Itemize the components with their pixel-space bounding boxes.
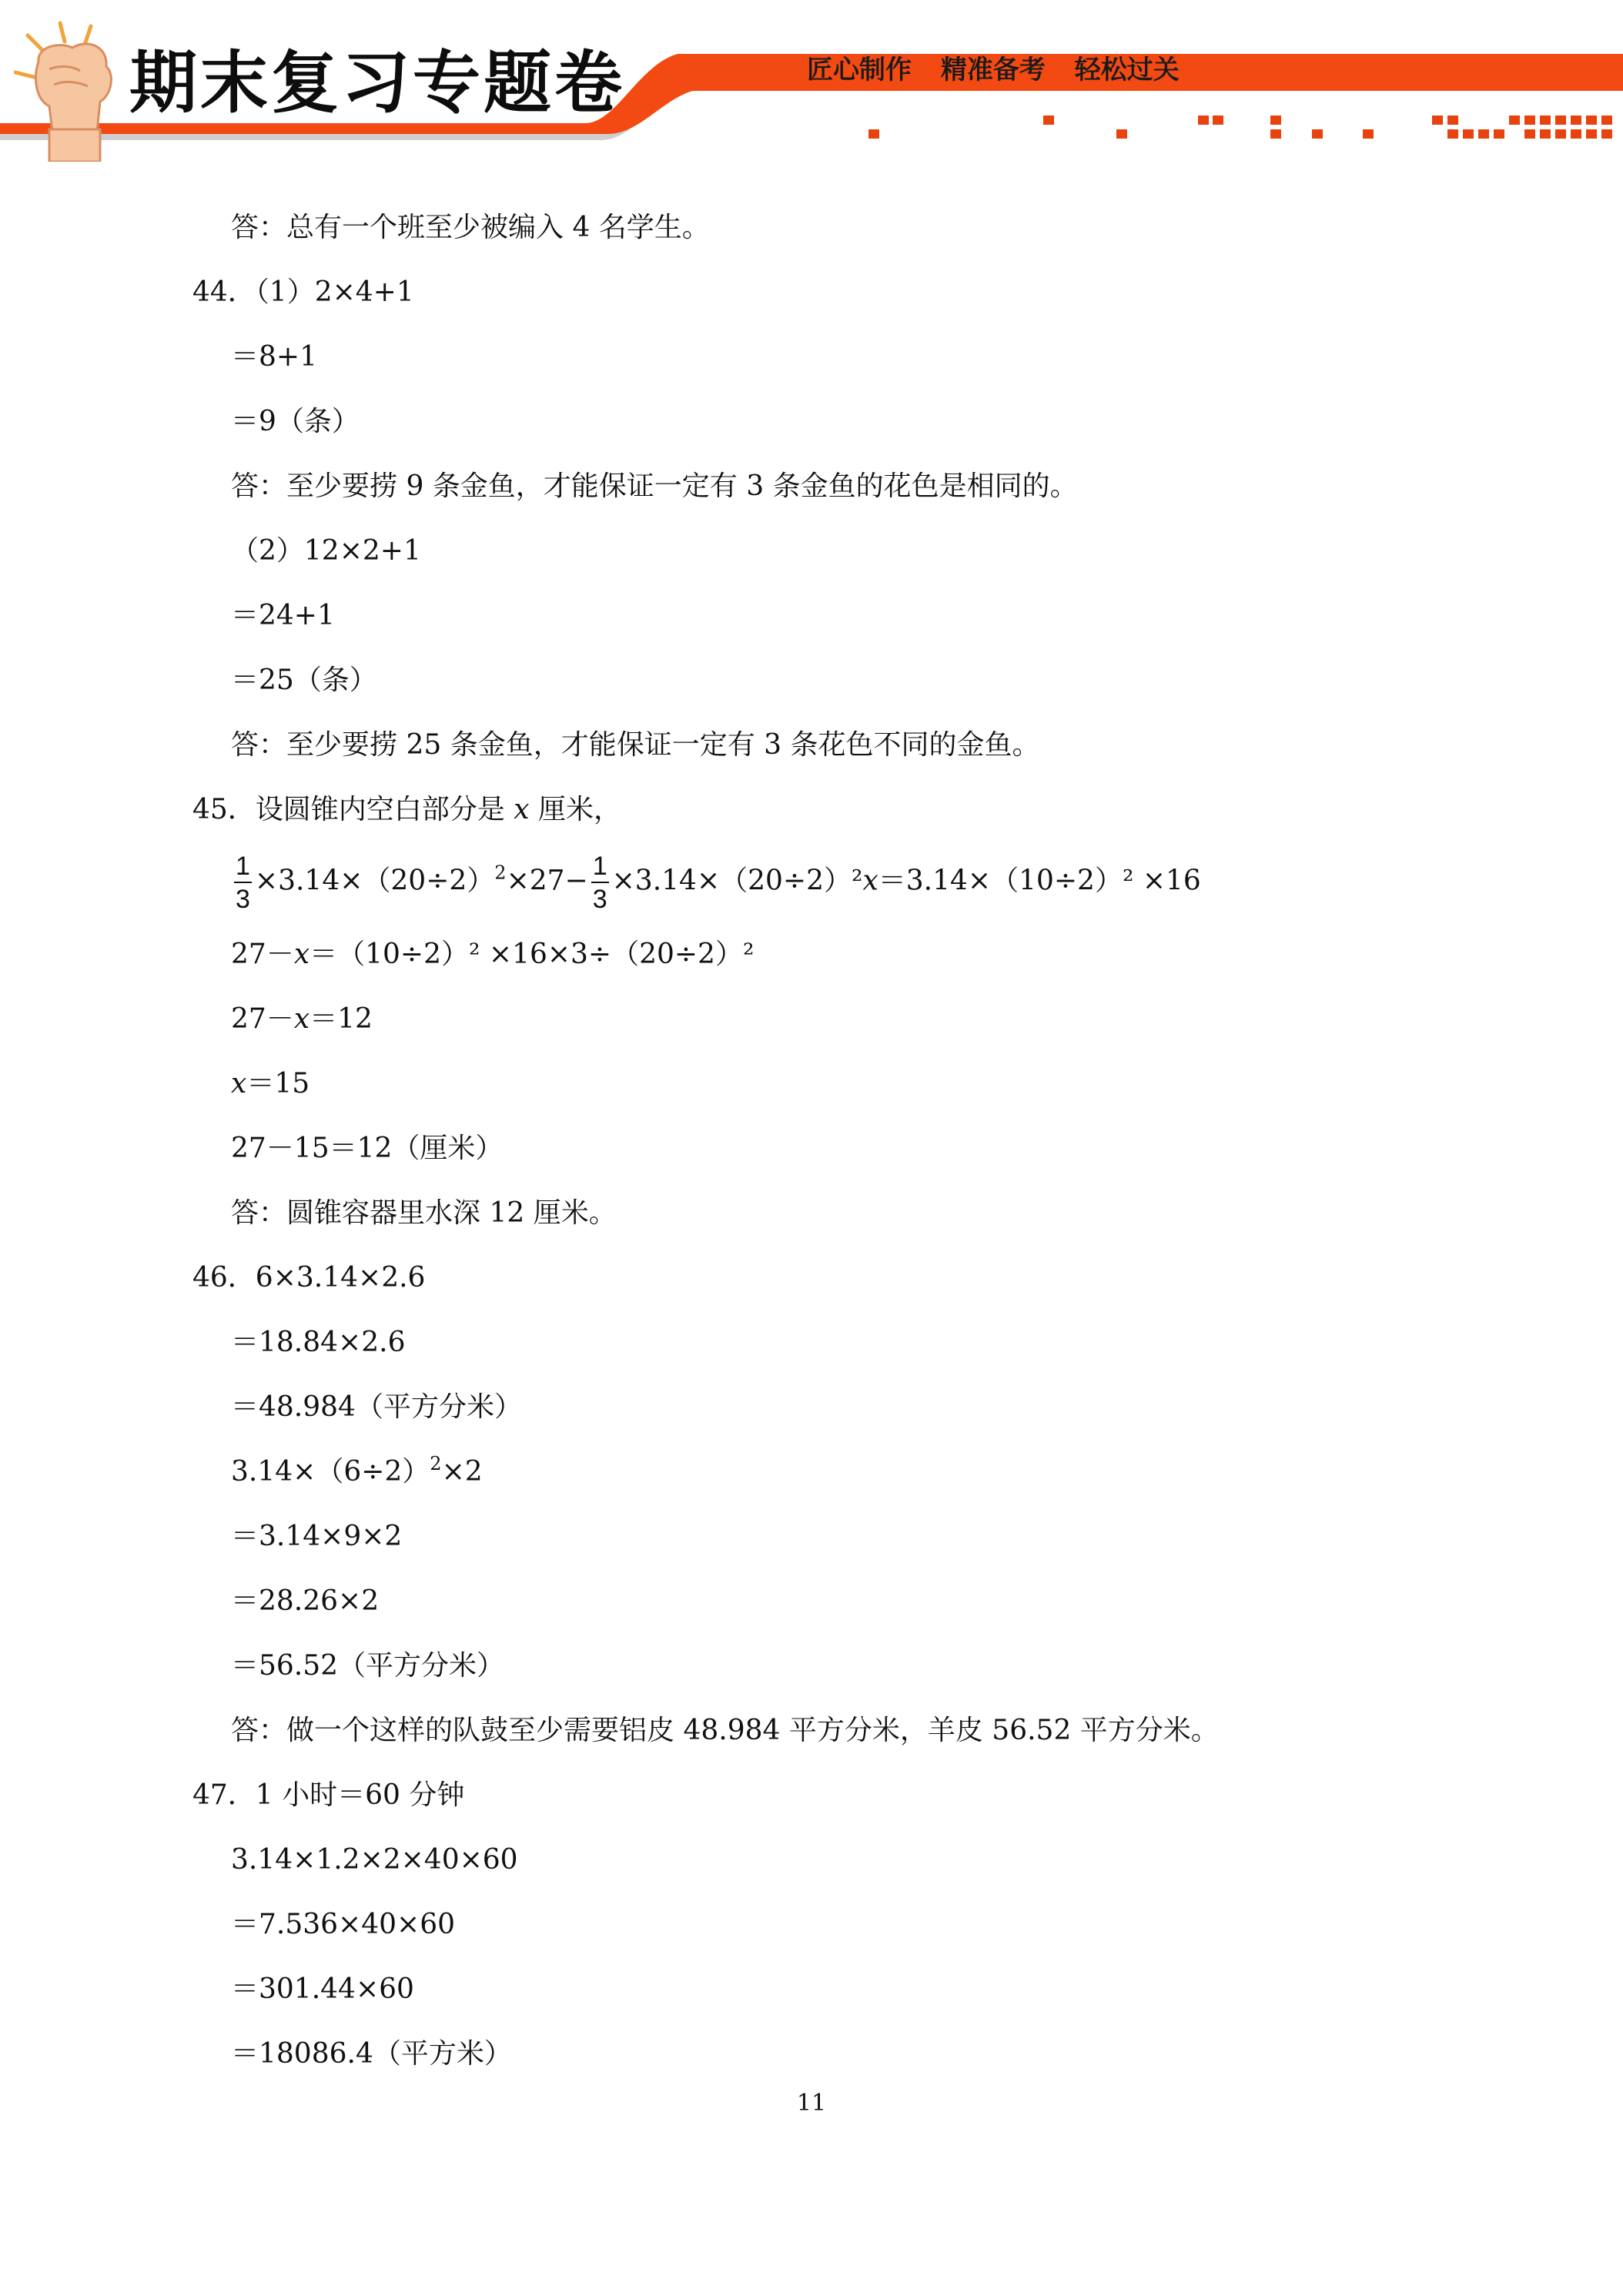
problem-45-heading: 45．设圆锥内空白部分是 x 厘米， bbox=[192, 794, 622, 825]
sub-problem-heading: （2）12×2+1 bbox=[231, 535, 421, 567]
calc-step: ＝28.26×2 bbox=[231, 1585, 380, 1617]
calc-step: x＝15 bbox=[231, 1068, 310, 1099]
calc-step: ＝9（条） bbox=[231, 406, 360, 437]
problem-46-heading: 46．6×3.14×2.6 bbox=[192, 1262, 426, 1294]
calc-step: ＝18086.4（平方米） bbox=[231, 2038, 512, 2070]
fraction-one-third: $\frac{1}{3}$ bbox=[236, 852, 250, 914]
answer-text: 答：圆锥容器里水深 12 厘米。 bbox=[231, 1197, 617, 1229]
answer-text: 答：至少要捞 9 条金鱼，才能保证一定有 3 条金鱼的花色是相同的。 bbox=[231, 470, 1078, 502]
calc-step: 3.14×1.2×2×40×60 bbox=[231, 1844, 518, 1876]
calc-step: 27－x＝12 bbox=[231, 1003, 373, 1035]
calc-step: ＝18.84×2.6 bbox=[231, 1327, 406, 1358]
calc-step: ＝301.44×60 bbox=[231, 1973, 414, 2005]
fraction-one-third: $\frac{1}{3}$ bbox=[592, 852, 607, 914]
answer-text: 答：做一个这样的队鼓至少需要铝皮 48.984 平方分米，羊皮 56.52 平方分米。 bbox=[231, 1715, 1219, 1746]
page-header bbox=[0, 0, 1623, 162]
problem-44-heading: 44．（1）2×4+1 bbox=[192, 276, 414, 308]
answer-text: 答：总有一个班至少被编入 4 名学生。 bbox=[231, 212, 710, 243]
calc-step: 27－15＝12（厘米） bbox=[231, 1133, 504, 1164]
calc-step: ＝3.14×9×2 bbox=[231, 1521, 403, 1552]
equation-45: $\frac{1}{3}$ $\times 3.14\times(20\div 2)^2\times 27-$ $\frac{1}{3}$ ×3.14×（20÷2）²x＝3.14×（10÷2）² ×16 bbox=[236, 852, 1201, 914]
calc-step: $3.14\times(6\div 2)^2\times 2$ bbox=[231, 1453, 483, 1488]
fist-icon bbox=[14, 15, 129, 162]
page-number: 11 bbox=[796, 2090, 827, 2117]
calc-step: 27－x＝（10÷2）² ×16×3÷（20÷2）² bbox=[231, 939, 755, 970]
calc-step: ＝56.52（平方分米） bbox=[231, 1650, 505, 1682]
calc-step: ＝48.984（平方分米） bbox=[231, 1391, 522, 1423]
calc-step: ＝25（条） bbox=[231, 664, 377, 696]
calc-step: ＝24+1 bbox=[231, 600, 335, 631]
problem-47-heading: 47．1 小时＝60 分钟 bbox=[192, 1779, 465, 1811]
answer-text: 答：至少要捞 25 条金鱼，才能保证一定有 3 条花色不同的金鱼。 bbox=[231, 729, 1040, 761]
header-tagline: 匠心制作 精准备考 轻松过关 bbox=[807, 55, 1180, 85]
calc-step: ＝7.536×40×60 bbox=[231, 1909, 456, 1940]
document-title: 期末复习专题卷 bbox=[129, 43, 626, 122]
calc-step: ＝8+1 bbox=[231, 341, 317, 373]
